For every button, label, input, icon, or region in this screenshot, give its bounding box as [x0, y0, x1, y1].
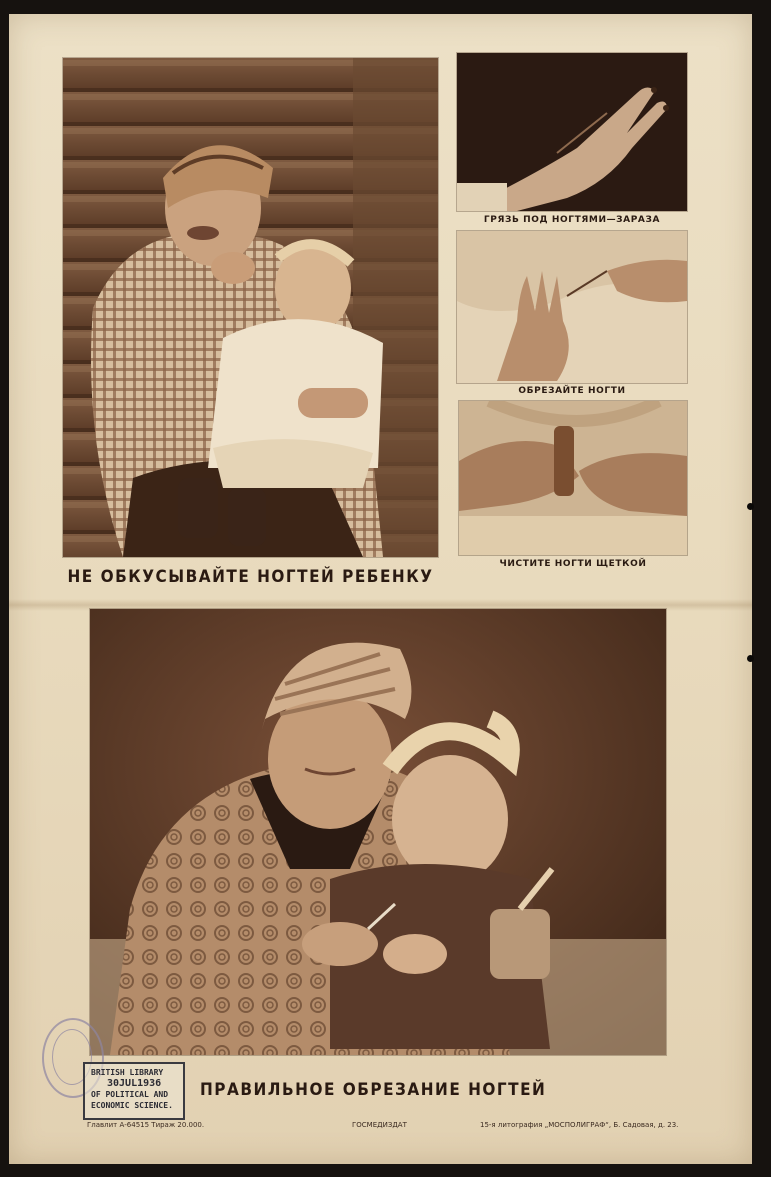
photo-cutting-nails — [457, 231, 687, 383]
punch-hole-top — [747, 503, 754, 510]
footer-publisher: ГОСМЕДИЗДАТ — [352, 1121, 407, 1129]
photo-brushing-nails — [459, 401, 687, 555]
photo-cutting-nails-image — [457, 231, 687, 383]
stamp-line-library: BRITISH LIBRARY — [91, 1068, 164, 1077]
photo-correct-nail-cutting — [90, 609, 666, 1055]
footer-censor-print-run: Главлит А-64515 Тираж 20.000. — [87, 1121, 205, 1129]
british-library-stamp — [83, 1062, 185, 1120]
stamp-line-political: OF POLITICAL AND — [91, 1090, 169, 1099]
punch-hole-bottom — [747, 655, 754, 662]
caption-correct-nail-cutting: ПРАВИЛЬНОЕ ОБРЕЗАНИЕ НОГТЕЙ — [200, 1080, 547, 1100]
stamp-line-economic: ECONOMIC SCIENCE. — [91, 1101, 173, 1110]
photo-mother-child-top — [63, 58, 438, 557]
stamp-line-date: 30JUL1936 — [107, 1078, 162, 1089]
photo-dirty-nails — [457, 53, 687, 211]
photo-correct-nail-cutting-image — [90, 609, 666, 1055]
panel-caption-brush-nails: ЧИСТИТЕ НОГТИ ЩЕТКОЙ — [499, 559, 647, 569]
caption-dont-bite-nails: НЕ ОБКУСЫВАЙТЕ НОГТЕЙ РЕБЕНКУ — [67, 567, 434, 587]
photo-mother-child-top-image — [63, 58, 438, 557]
photo-dirty-nails-image — [457, 53, 687, 211]
panel-caption-dirty-nails: ГРЯЗЬ ПОД НОГТЯМИ—ЗАРАЗА — [483, 215, 661, 225]
photo-brushing-nails-image — [459, 401, 687, 555]
panel-caption-cut-nails: ОБРЕЗАЙТЕ НОГТИ — [518, 386, 626, 396]
footer-printer: 15-я литография „МОСПОЛИГРАФ“, Б. Садовая, д. 23. — [480, 1121, 679, 1129]
